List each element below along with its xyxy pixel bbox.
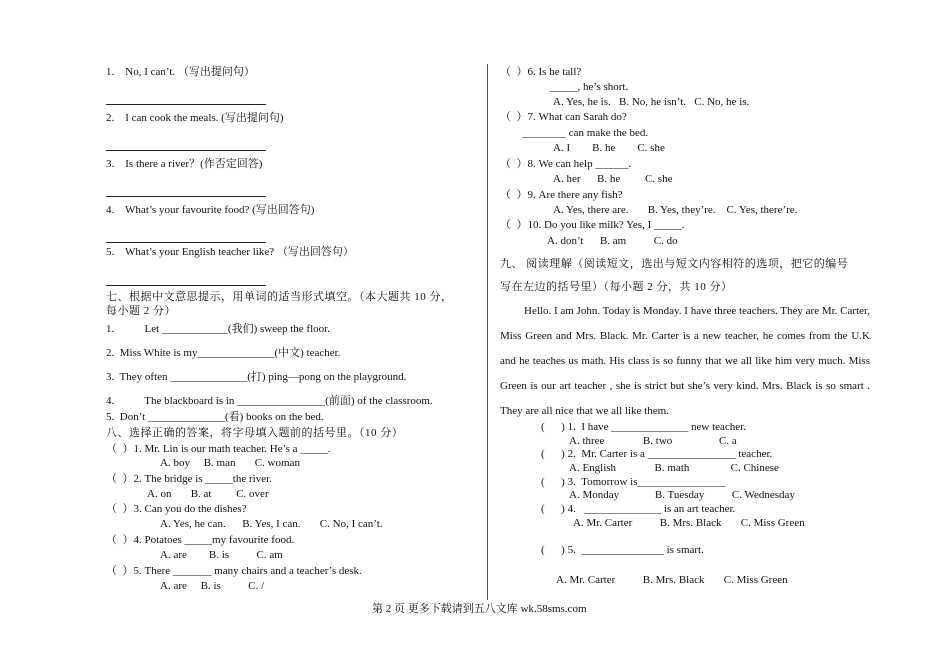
choice-q3-options: A. Yes, he can. B. Yes, I can. C. No, I can’t. — [160, 518, 383, 530]
reading-q4-options: A. Mr. Carter B. Mrs. Black C. Miss Green — [573, 517, 805, 529]
fill-item-2: 2. Miss White is my______________(中文) teacher. — [106, 347, 341, 359]
choice-q1: （ ）1. Mr. Lin is our math teacher. He’s a _____. — [106, 443, 331, 455]
choice-q7: （ ）7. What can Sarah do? — [500, 111, 627, 123]
choice-q6-sub: _____, he’s short. — [550, 81, 629, 93]
choice-q6-options: A. Yes, he is. B. No, he isn’t. C. No, he is. — [553, 96, 750, 108]
reading-q2-options: A. English B. math C. Chinese — [569, 462, 779, 474]
section7-title-cont: 每小题 2 分） — [106, 305, 176, 317]
choice-q4: （ ）4. Potatoes _____my favourite food. — [106, 534, 295, 546]
reading-q1-options: A. three B. two C. a — [569, 435, 737, 447]
fill-item-3: 3. They often ______________(打) ping—pong on the playground. — [106, 371, 407, 383]
fill-item-5: 5. Don’t ______________(看) books on the bed. — [106, 411, 324, 423]
answer-line-4[interactable] — [106, 242, 266, 243]
reading-q4: ( ) 4. ______________ is an art teacher. — [541, 503, 736, 515]
rewrite-q5: 5. What’s your English teacher like? （写出回答句） — [106, 246, 354, 258]
answer-line-3[interactable] — [106, 196, 266, 197]
choice-q1-options: A. boy B. man C. woman — [160, 457, 300, 469]
choice-q7-options: A. I B. he C. she — [553, 142, 665, 154]
fill-item-4: 4. The blackboard is in ________________(前面) of the classroom. — [106, 395, 433, 407]
reading-q3-options: A. Monday B. Tuesday C. Wednesday — [569, 489, 795, 501]
choice-q5: （ ）5. There _______ many chairs and a teacher’s desk. — [106, 565, 362, 577]
choice-q4-options: A. are B. is C. am — [160, 549, 283, 561]
choice-q10-options: A. don’t B. am C. do — [547, 235, 678, 247]
choice-q2-options: A. on B. at C. over — [147, 488, 269, 500]
section7-title: 七、根据中文意思提示，用单词的适当形式填空。（本大题共 10 分， — [106, 291, 453, 303]
choice-q3: （ ）3. Can you do the dishes? — [106, 503, 247, 515]
reading-q3: ( ) 3. Tomorrow is________________ — [541, 476, 726, 488]
answer-line-5[interactable] — [106, 285, 266, 286]
answer-line-1[interactable] — [106, 104, 266, 105]
choice-q10: （ ）10. Do you like milk? Yes, I _____. — [500, 219, 685, 231]
section8-title: 八、选择正确的答案，将字母填入题前的括号里。（10 分） — [106, 427, 404, 439]
section9-title: 九、 阅读理解（阅读短文，选出与短文内容相符的选项，把它的编号 — [500, 258, 849, 270]
choice-q5-options: A. are B. is C. / — [160, 580, 265, 592]
reading-q5-options: A. Mr. Carter B. Mrs. Black C. Miss Green — [556, 574, 788, 586]
choice-q7-sub: ________ can make the bed. — [522, 127, 649, 139]
answer-line-2[interactable] — [106, 150, 266, 151]
reading-q5: ( ) 5. _______________ is smart. — [541, 544, 704, 556]
choice-q9: （ ）9. Are there any fish? — [500, 189, 623, 201]
reading-passage: Hello. I am John. Today is Monday. I have three teachers. They are Mr. Carter, Miss Green and Mrs. Black. Mr. Carter is a new teacher, he comes from the U.K and he teaches us math. His class is so funny that we all like him very much. Miss Green is our art teacher , she is strict but she’s very kind. Mrs. Black is so smart . They are all nice that we all like them. — [500, 305, 870, 417]
choice-q8: （ ）8. We can help ______. — [500, 158, 632, 170]
rewrite-q1: 1. No, I can’t. （写出提问句） — [106, 66, 255, 78]
choice-q2: （ ）2. The bridge is _____the river. — [106, 473, 272, 485]
choice-q9-options: A. Yes, there are. B. Yes, they’re. C. Yes, there’re. — [553, 204, 798, 216]
column-divider — [487, 64, 488, 600]
rewrite-q3: 3. Is there a river？(作否定回答) — [106, 158, 263, 170]
rewrite-q2: 2. I can cook the meals. (写出提问句) — [106, 112, 284, 124]
rewrite-q4: 4. What’s your favourite food? (写出回答句) — [106, 204, 315, 216]
choice-q6: （ ）6. Is he tall? — [500, 66, 582, 78]
page-footer: 第 2 页 更多下载请到五八文库 wk.58sms.com — [372, 603, 587, 615]
reading-q1: ( ) 1. I have ______________ new teacher. — [541, 421, 746, 433]
section9-title-cont: 写在左边的括号里）（每小题 2 分，共 10 分） — [500, 281, 733, 293]
reading-q2: ( ) 2. Mr. Carter is a ________________ teacher. — [541, 448, 773, 460]
choice-q8-options: A. her B. he C. she — [553, 173, 673, 185]
fill-item-1: 1. Let ____________(我们) sweep the floor. — [106, 323, 330, 335]
